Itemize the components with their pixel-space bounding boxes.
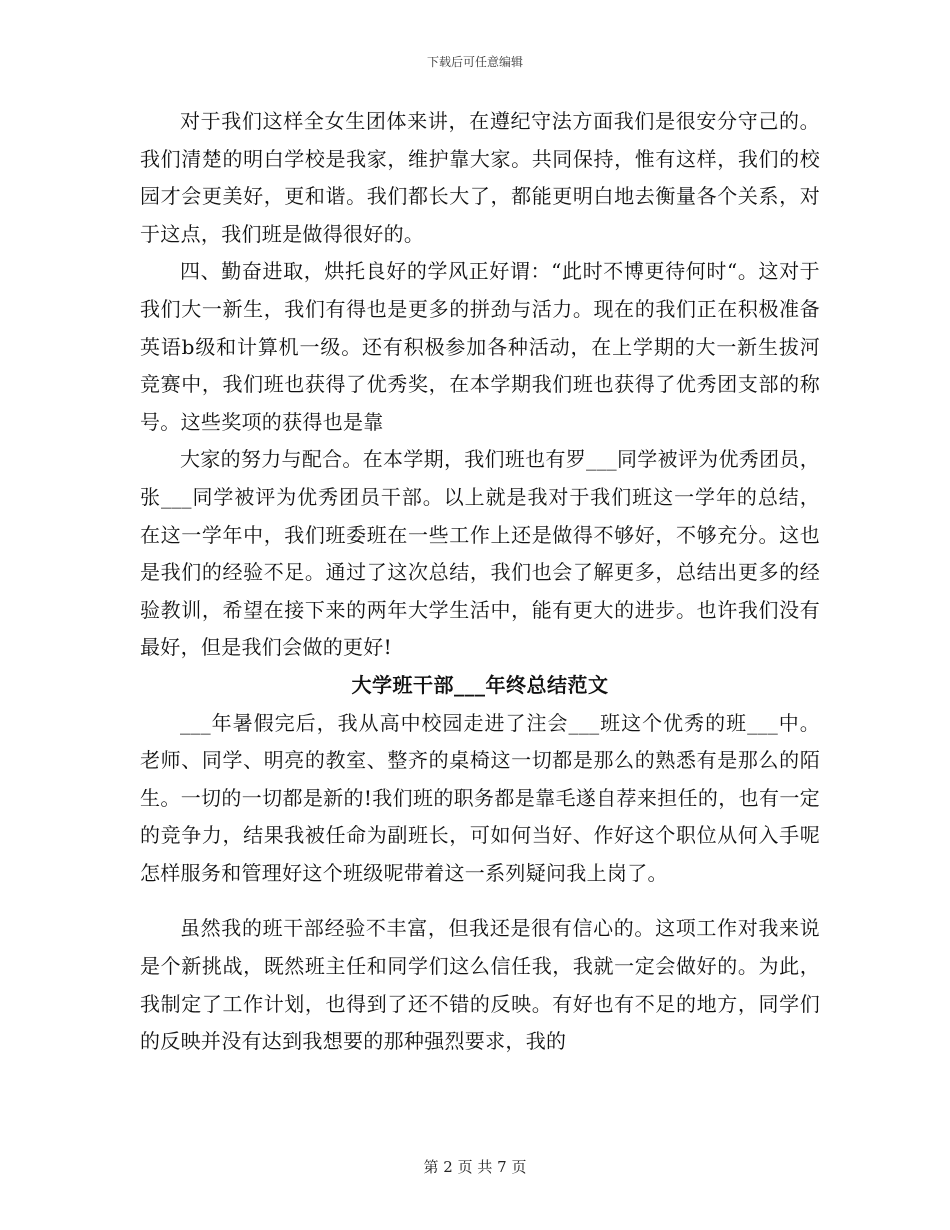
paragraph-study-spirit: 四、勤奋进取，烘托良好的学风正好谓：“此时不博更待何时“。这对于我们大一新生，我们有得也是更多的拼劲与活力。现在的我们正在积极准备英语b级和计算机一级。还有积极参加各种活动，在上学期的大一新生拔河竞赛中，我们班也获得了优秀奖，在本学期我们班也获得了优秀团支部的称号。这些奖项的获得也是靠 <box>140 259 820 434</box>
document-body <box>140 103 820 1061</box>
section-heading: 大学班干部___年终总结范文 <box>351 672 609 697</box>
paragraph-intro: ___年暑假完后，我从高中校园走进了注会___班这个优秀的班___中。老师、同学、明亮的教室、整齐的桌椅这一切都是那么的熟悉有是那么的陌生。一切的一切都是新的!我们班的职务都是靠毛遂自荐来担任的，也有一定的竞争力，结果我被任命为副班长，可如何当好、作好这个职位从何入手呢怎样服务和管理好这个班级呢带着这一系列疑问我上岗了。 <box>140 710 820 885</box>
page-header: 下载后可任意编辑 <box>426 55 523 69</box>
paragraph-discipline: 对于我们这样全女生团体来讲，在遵纪守法方面我们是很安分守己的。我们清楚的明白学校是我家，维护靠大家。共同保持，惟有这样，我们的校园才会更美好，更和谐。我们都长大了，都能更明白地去衡量各个关系，对于这点，我们班是做得很好的。 <box>140 109 820 246</box>
paragraph-confidence: 虽然我的班干部经验不丰富，但我还是很有信心的。这项工作对我来说是个新挑战，既然班主任和同学们这么信任我，我就一定会做好的。为此，我制定了工作计划，也得到了还不错的反映。有好也有不足的地方，同学们的反映并没有达到我想要的那种强烈要求，我的 <box>140 916 820 1054</box>
paragraph-summary: 大家的努力与配合。在本学期，我们班也有罗___同学被评为优秀团员，张___同学被评为优秀团员干部。以上就是我对于我们班这一学年的总结，在这一学年中，我们班委班在一些工作上还是做得不够好，不够充分。这也是我们的经验不足。通过了这次总结，我们也会了解更多，总结出更多的经验教训，希望在接下来的两年大学生活中，能有更大的进步。也许我们没有最好，但是我们会做的更好! <box>140 447 820 660</box>
page-footer: 第 2 页 共 7 页 <box>423 1158 527 1176</box>
